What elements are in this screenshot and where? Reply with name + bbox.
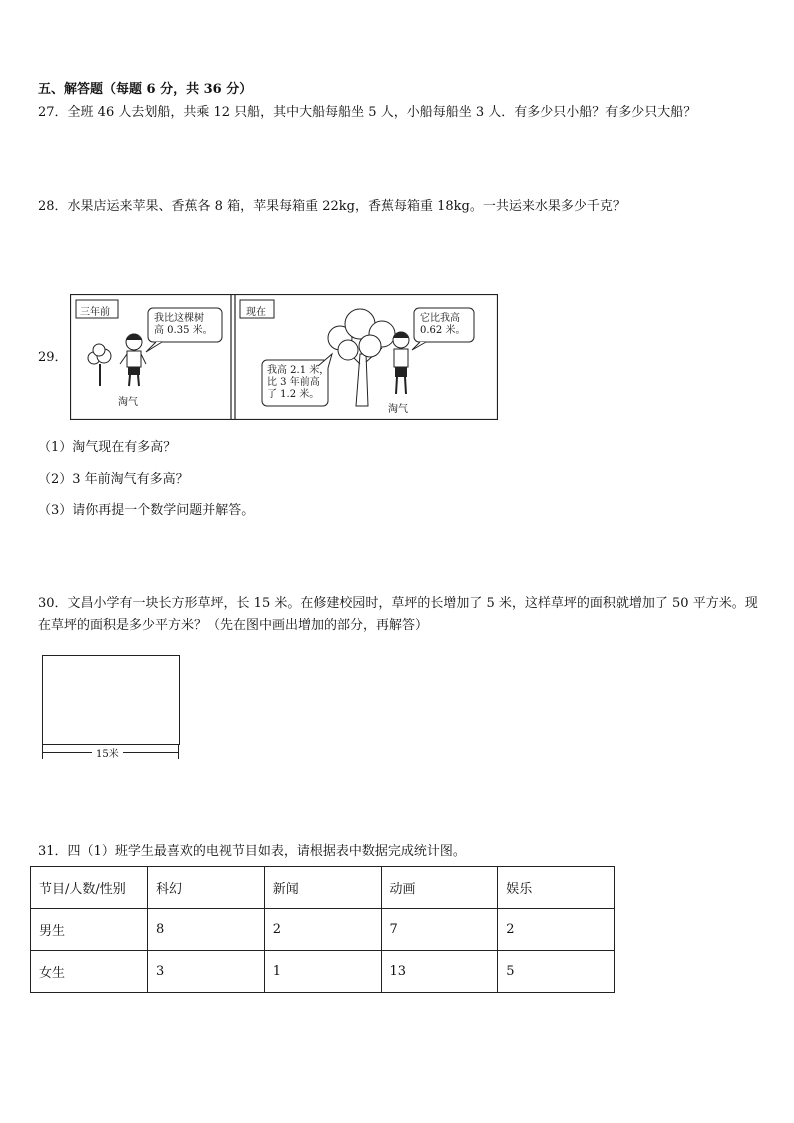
dimension-label: 15米	[92, 745, 123, 760]
table-cell: 3	[148, 951, 265, 993]
table-header-cell: 新闻	[264, 867, 381, 909]
section-title: 五、解答题（每题 6 分，共 36 分）	[38, 82, 253, 97]
boy-right-icon	[393, 332, 409, 394]
table-cell: 2	[264, 909, 381, 951]
tree-bubble-line-2: 比 3 年前高	[267, 377, 320, 388]
question-30: 30．文昌小学有一块长方形草坪，长 15 米。在修建校园时，草坪的长增加了 5 米，这样草坪的面积就增加了 50 平方米。现在草坪的面积是多少平方米？（先在图中画出增加的部分，再解答）	[38, 596, 758, 633]
boy-bubble-line-1: 它比我高	[420, 313, 460, 324]
tree-bubble-line-3: 了 1.2 米。	[267, 389, 320, 400]
table-cell: 8	[148, 909, 265, 951]
panel-right-tag: 现在	[246, 307, 266, 318]
panel-left-tag: 三年前	[80, 307, 110, 318]
left-caption: 淘气	[118, 397, 138, 408]
right-caption: 淘气	[388, 404, 408, 415]
table-cell: 女生	[31, 951, 148, 993]
table-row	[31, 909, 615, 951]
tv-program-table	[30, 866, 615, 993]
left-bubble-line-1: 我比这棵树	[154, 313, 204, 324]
big-tree-icon	[328, 309, 395, 406]
question-29-sub-1: （1）淘气现在有多高？	[38, 440, 177, 455]
lawn-rectangle	[42, 655, 180, 745]
table-header-cell: 科幻	[148, 867, 265, 909]
question-28: 28．水果店运来苹果、香蕉各 8 箱，苹果每箱重 22kg，香蕉每箱重 18kg。一共运来水果多少千克？	[38, 199, 626, 214]
question-29-number: 29．	[38, 350, 68, 365]
table-cell: 1	[264, 951, 381, 993]
table-cell: 2	[498, 909, 615, 951]
dimension-tick-left	[42, 745, 43, 759]
table-row	[31, 951, 615, 993]
table-cell: 男生	[31, 909, 148, 951]
table-header-cell: 娱乐	[498, 867, 615, 909]
table-header-cell: 节目/人数/性别	[31, 867, 148, 909]
boy-left-icon	[120, 334, 146, 386]
boy-bubble-line-2: 0.62 米。	[420, 325, 466, 336]
question-29-sub-2: （2）3 年前淘气有多高？	[38, 472, 189, 487]
question-27: 27．全班 46 人去划船，共乘 12 只船，其中大船每船坐 5 人，小船每船坐 3 人．有多少只小船？有多少只大船？	[38, 105, 697, 120]
left-bubble	[154, 313, 213, 337]
small-tree-icon	[88, 344, 111, 386]
tree-bubble-line-1: 我高 2.1 米，	[267, 365, 330, 376]
left-bubble-line-2: 高 0.35 米。	[154, 325, 213, 336]
table-header-row	[31, 867, 615, 909]
table-cell: 5	[498, 951, 615, 993]
dimension-tick-right	[178, 745, 179, 759]
question-31: 31．四（1）班学生最喜欢的电视节目如表，请根据表中数据完成统计图。	[38, 844, 466, 859]
question-29-sub-3: （3）请你再提一个数学问题并解答。	[38, 503, 255, 518]
table-cell: 13	[381, 951, 498, 993]
boy-bubble	[420, 313, 465, 337]
tree-bubble	[267, 365, 329, 401]
table-cell: 7	[381, 909, 498, 951]
table-header-cell: 动画	[381, 867, 498, 909]
